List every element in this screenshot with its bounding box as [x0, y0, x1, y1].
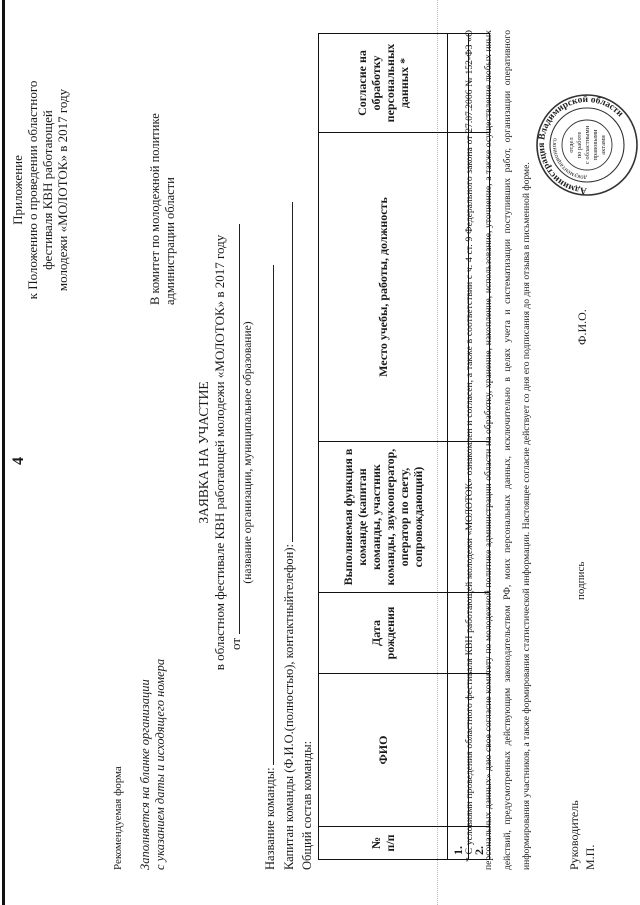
stamp-center-line: актами — [600, 135, 607, 155]
captain-line — [281, 202, 297, 870]
application-subtitle: в областном фестивале КВН работающей молодежи «МОЛОТОК» в 2017 году — [212, 234, 227, 671]
col-header-number: № п/п — [319, 827, 448, 860]
consent-text: * С условиями проведения областного фестиваля КВН работающей молодежи «МОЛОТОК» ознакомлен и согласен, а также в соответствии с ч. 4 ст. 9 Федерального закона от 27.07.2006 № 152-ФЗ «О персональных данных» даю свое согласие комитету по молодежной политике администрации области на обработку, хранение, накопление, использование, уточнение, а также осуществление любых иных действий, предусмотренных действующим законодательством РФ, моих персональных данных, исключительно в целях учета и систематизации поступивших работ, организации оперативного информирования участников, а также формирования статистической информации. Настоящее согласие действует со дня его подписания до дня отзыва в письменной форме. — [464, 30, 532, 870]
application-title: ЗАЯВКА НА УЧАСТИЕ — [196, 381, 211, 524]
captain-blank-field[interactable] — [281, 202, 293, 542]
stamp-inner-text: документационного — [550, 137, 588, 182]
team-name-line — [262, 265, 278, 870]
table-header-row — [319, 34, 448, 860]
stamp-center-line: правовыми — [592, 129, 599, 161]
col-header-function: Выполняемая функция в команде (капитан команды, участник команды, звукооператор, оператор по свету, сопровождающий) — [319, 442, 448, 593]
captain-label: Капитан команды (Ф.И.О.(полностью), контактныйтелефон): — [282, 544, 296, 870]
members-label: Общий состав команды: — [300, 740, 314, 870]
from-label: от — [228, 637, 243, 650]
appendix-line: молодежи «МОЛОТОК» в 2017 году — [55, 88, 70, 292]
row-number: 1. — [448, 827, 469, 860]
appendix-line: к Положению о проведении областного — [25, 80, 40, 300]
fill-instruction-line: Заполняется на бланке организации — [138, 679, 152, 870]
addressee-line: В комитет по молодежной политике — [148, 113, 162, 305]
stamp-center-line: с областными — [584, 125, 591, 165]
official-stamp — [535, 93, 639, 197]
stamp-outer-text: Администрация Владимирской области — [536, 94, 625, 196]
col-header-consent: Согласие на обработку персональных данных * — [319, 34, 448, 133]
fill-instruction-line: с указанием даты и исходящего номера — [153, 658, 167, 870]
page-number: 4 — [10, 457, 27, 465]
signature-head-label: Руководитель — [567, 800, 581, 870]
signature-fio-label: Ф.И.О. — [575, 309, 589, 345]
signature-mp-label: М.П. — [583, 844, 597, 870]
addressee-block — [148, 55, 178, 305]
appendix-line: фестиваля КВН работающей — [40, 110, 55, 270]
appendix-title: Приложение — [10, 155, 25, 225]
from-hint: (название организации, муниципальное образование) — [242, 321, 254, 584]
team-name-blank-field[interactable] — [262, 265, 274, 765]
col-header-fio: ФИО — [319, 674, 448, 827]
team-name-label: Название команды: — [263, 767, 277, 870]
stamp-center-line: отдел — [568, 137, 575, 153]
fill-instruction — [138, 570, 168, 870]
col-header-birthdate: Дата рождения — [319, 593, 448, 674]
addressee-line: администрации области — [163, 177, 177, 305]
stamp-center-line: по работе — [576, 131, 583, 159]
consent-paragraph — [460, 30, 536, 870]
from-blank-field[interactable] — [228, 224, 240, 634]
col-header-workplace: Место учебы, работы, должность — [319, 133, 448, 442]
recommended-form-label: Рекомендуемая форма — [112, 766, 124, 870]
signature-sub-label: подпись — [575, 561, 587, 600]
row-number: 2. — [469, 827, 490, 860]
appendix-header — [10, 30, 70, 350]
